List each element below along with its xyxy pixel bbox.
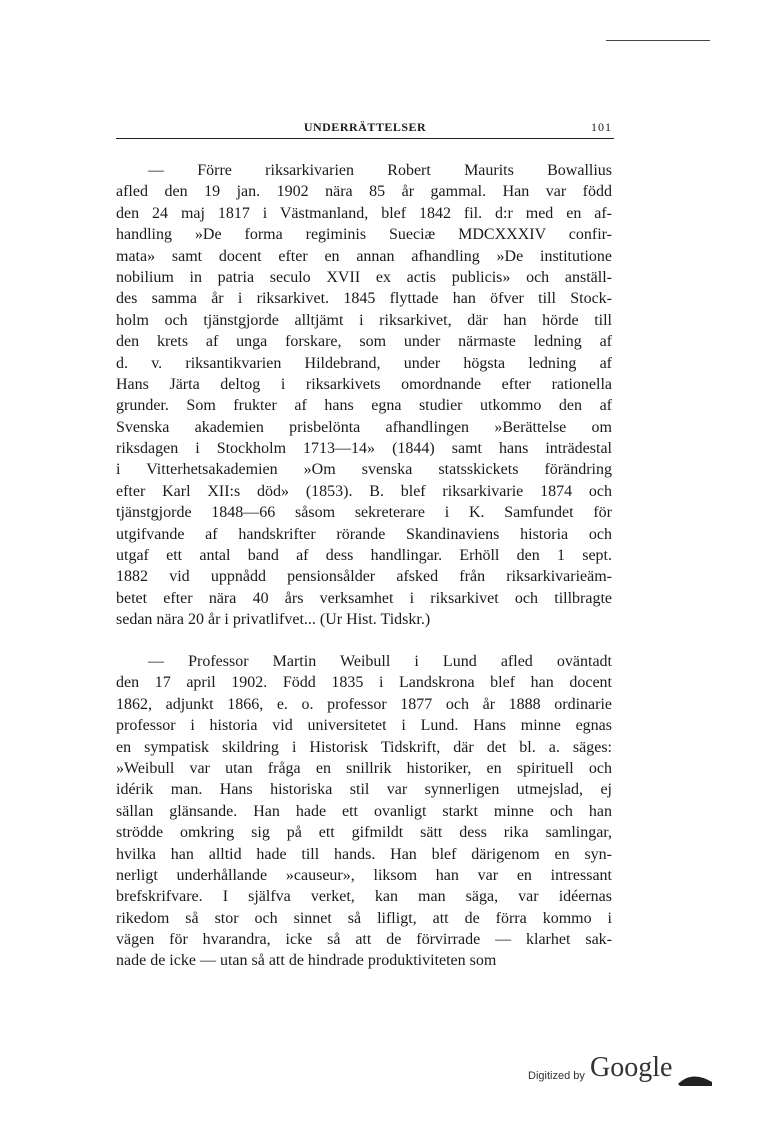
text-line: den krets af unga forskare, som under närmaste ledning af [116,333,612,351]
text-line: hvilka han alltid hade till hands. Han blef därigenom en syn- [116,845,612,863]
text-line: — Förre riksarkivarien Robert Maurits Bowallius [148,162,612,179]
text-line: nobilium in patria seculo XVII ex actis publicis» och anställ- [116,268,612,286]
text-line: nade de icke — utan så att de hindrade produktiviteten som [116,952,497,970]
text-line: vägen för hvarandra, icke så att de förvirrade — klarhet sak- [116,931,612,949]
page-number: 101 [591,120,612,134]
google-watermark [528,1052,718,1092]
google-swoosh-icon [678,1072,712,1086]
google-logo: Google [590,1052,673,1083]
paragraph-bowallius [116,160,612,631]
text-line: afled den 19 jan. 1902 nära 85 år gammal. Han var född [116,183,612,201]
text-line: nerligt underhållande »causeur», liksom han var en intressant [116,866,612,884]
text-line: »Weibull var utan fråga en snillrik historiker, en spirituell och [116,759,612,777]
text-line: idérik man. Hans historiska stil var synnerligen utmejslad, ej [116,781,612,799]
text-line: riksdagen i Stockholm 1713—14» (1844) samt hans inträdestal [116,440,612,458]
text-line: efter Karl XII:s död» (1853). B. blef riksarkivarie 1874 och [116,482,612,500]
text-line: utgifvande af handskrifter rörande Skandinaviens historia och [116,525,612,543]
text-line: Hans Järta deltog i riksarkivets omordnande efter rationella [116,375,612,393]
text-line: handling »De forma regiminis Sueciæ MDCXXXIV confir- [116,226,612,244]
text-line: brefskrifvare. I själfva verket, kan man säga, var idéernas [116,888,612,906]
text-line: holm och tjänstgjorde alltjämt i riksarkivet, där han hörde till [116,311,612,329]
text-line: Svenska akademien prisbelönta afhandlingen »Berättelse om [116,418,612,436]
text-line: rikedom så stor och sinnet så lifligt, att de förra kommo i [116,909,612,927]
text-line: sedan nära 20 år i privatlifvet... (Ur Hist. Tidskr.) [116,611,431,629]
paragraph-weibull [116,651,612,972]
text-line: tjänstgjorde 1848—66 såsom sekreterare i K. Samfundet för [116,504,612,522]
text-line: en sympatisk skildring i Historisk Tidskrift, där det bl. a. säges: [116,738,612,756]
text-line: 1862, adjunkt 1866, e. o. professor 1877 och år 1888 ordinarie [116,695,612,713]
running-header [118,120,612,138]
text-line: grunder. Som frukter af hans egna studier utkommo den af [116,397,612,415]
text-line: mata» samt docent efter en annan afhandling »De institutione [116,247,612,265]
text-line: — Professor Martin Weibull i Lund afled oväntadt [148,653,612,670]
text-line: d. v. riksantikvarien Hildebrand, under högsta ledning af [116,354,612,372]
text-line: betet efter nära 40 års verksamhet i riksarkivet och tillbragte [116,589,612,607]
text-line: utgaf ett antal band af dess handlingar. Erhöll den 1 sept. [116,547,612,565]
text-line: i Vitterhetsakademien »Om svenska statsskickets förändring [116,461,612,479]
text-line: strödde omkring sig på ett gifmildt sätt dess rika samlingar, [116,824,612,842]
text-line: sällan glänsande. Han hade ett ovanligt starkt minne och han [116,802,612,820]
text-line: den 24 maj 1817 i Västmanland, blef 1842 fil. d:r med en af- [116,204,612,222]
running-title: UNDERRÄTTELSER [303,120,427,134]
digitized-by-label: Digitized by [528,1070,585,1082]
header-rule [116,138,614,139]
top-right-rule [606,40,710,41]
text-line: 1882 vid uppnådd pensionsålder afsked från riksarkivarieäm- [116,568,612,586]
text-line: den 17 april 1902. Född 1835 i Landskrona blef han docent [116,674,612,692]
text-line: professor i historia vid universitetet i Lund. Hans minne egnas [116,717,612,735]
text-line: des samma år i riksarkivet. 1845 flyttade han öfver till Stock- [116,290,612,308]
